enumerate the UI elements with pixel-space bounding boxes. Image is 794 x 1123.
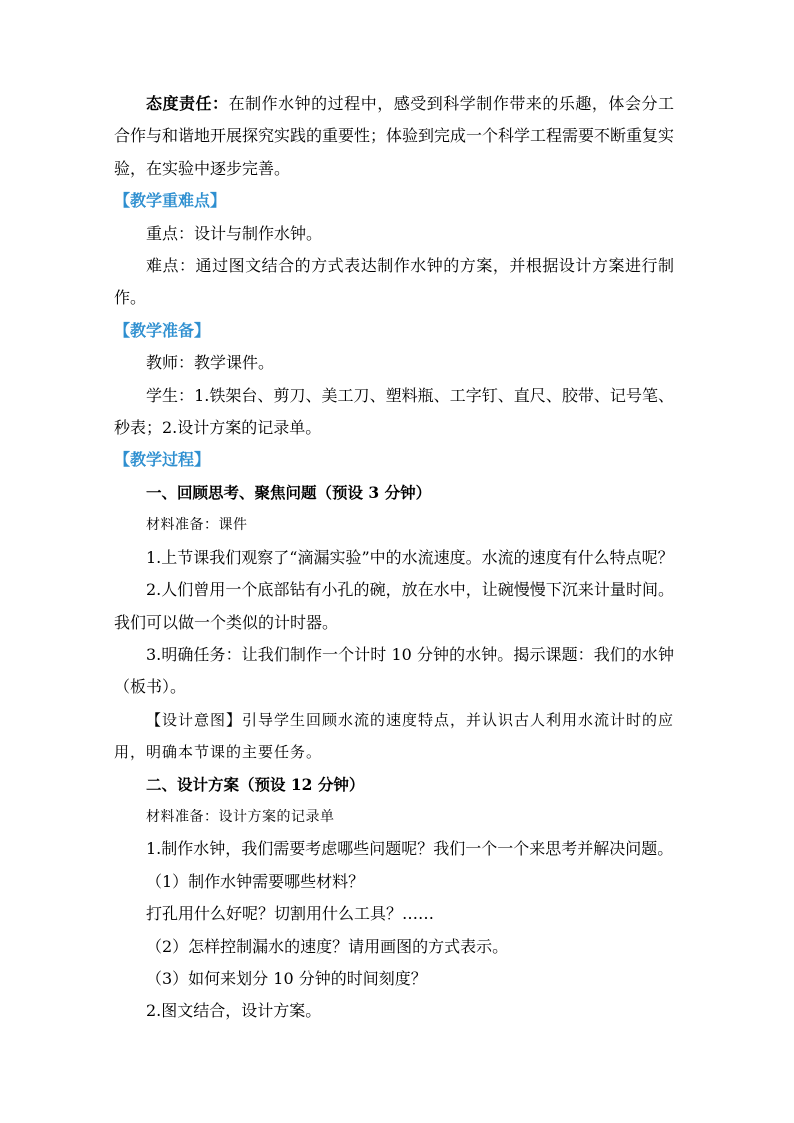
part2-question-3: （3）如何来划分 10 分钟的时间刻度？ — [146, 968, 427, 988]
process-heading: 【教学过程】 — [114, 450, 211, 470]
part2-title: 二、设计方案（预设 12 分钟） — [146, 774, 365, 794]
part2-item-2: 2.图文结合，设计方案。 — [146, 1001, 322, 1021]
part1-design-intent: 【设计意图】引导学生回顾水流的速度特点，并认识古人利用水流计时的应用，明确本节课的主要任务。 — [114, 710, 675, 762]
teacher-prep-text: 教师：教学课件。 — [146, 353, 275, 373]
attitude-paragraph — [114, 88, 674, 185]
document-page — [114, 88, 674, 1028]
part2-question-1-follow: 打孔用什么好呢？切割用什么工具？…… — [146, 904, 435, 924]
student-prep-text: 学生：1.铁架台、剪刀、美工刀、塑料瓶、工字钉、直尺、胶带、记号笔、秒表；2.设计方案的记录单。 — [114, 385, 674, 438]
difficulty-text: 难点：通过图文结合的方式表达制作水钟的方案，并根据设计方案进行制作。 — [114, 256, 674, 308]
preparation-heading: 【教学准备】 — [114, 320, 211, 340]
focus-text: 重点：设计与制作水钟。 — [146, 223, 323, 243]
attitude-label: 态度责任： — [146, 94, 229, 113]
part1-title: 一、回顾思考、聚焦问题（预设 3 分钟） — [146, 482, 432, 502]
part1-materials: 材料准备：课件 — [146, 517, 248, 534]
attitude-text: 在制作水钟的过程中，感受到科学制作带来的乐趣，体会分工合作与和谐地开展探究实践的重要性；体验到完成一个科学工程需要不断重复实验，在实验中逐步完善。 — [114, 94, 675, 178]
part2-item-1: 1.制作水钟，我们需要考虑哪些问题呢？我们一个一个来思考并解决问题。 — [146, 839, 674, 859]
part2-materials: 材料准备：设计方案的记录单 — [146, 808, 335, 825]
part1-item-1: 1.上节课我们观察了“滴漏实验”中的水流速度。水流的速度有什么特点呢？ — [146, 547, 674, 567]
part2-question-2: （2）怎样控制漏水的速度？请用画图的方式表示。 — [146, 936, 509, 956]
part2-question-1: （1）制作水钟需要哪些材料？ — [146, 871, 365, 891]
part1-item-3: 3.明确任务：让我们制作一个计时 10 分钟的水钟。揭示课题：我们的水钟（板书）。 — [114, 644, 674, 697]
key-points-heading: 【教学重难点】 — [114, 191, 227, 211]
part1-item-2: 2.人们曾用一个底部钻有小孔的碗，放在水中，让碗慢慢下沉来计量时间。我们可以做一个类似的计时器。 — [114, 580, 674, 632]
